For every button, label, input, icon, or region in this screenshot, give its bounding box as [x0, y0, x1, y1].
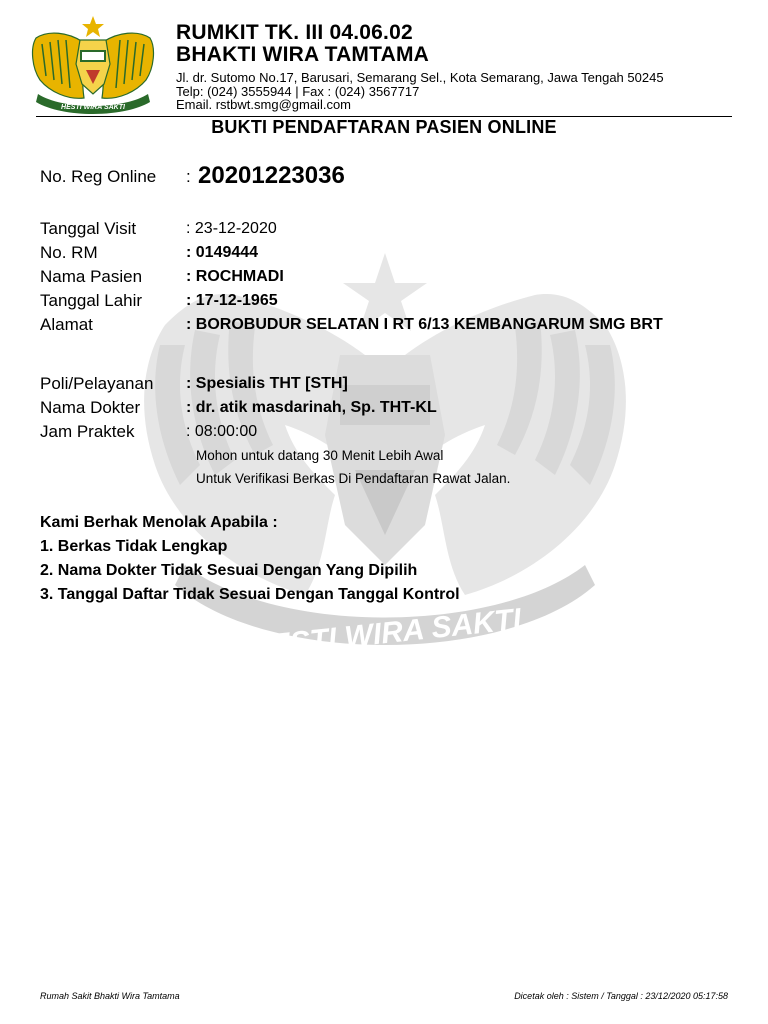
birth-date-value: : 17-12-1965: [186, 292, 278, 309]
service-value: : Spesialis THT [STH]: [186, 375, 348, 392]
patient-name-label: Nama Pasien: [40, 267, 143, 286]
address-label: Alamat: [40, 315, 93, 334]
watermark-motto: HESTI WIRA SAKTI: [246, 602, 523, 665]
rm-number-label: No. RM: [40, 243, 98, 262]
doctor-label: Nama Dokter: [40, 398, 141, 417]
patient-name-value: : ROCHMADI: [186, 268, 284, 285]
hospital-name-line1: RUMKIT TK. III 04.06.02: [176, 21, 413, 44]
practice-time-value: : 08:00:00: [186, 423, 258, 440]
hospital-address: Jl. dr. Sutomo No.17, Barusari, Semarang Sel., Kota Semarang, Jawa Tengah 50245: [176, 70, 664, 85]
service-label: Poli/Pelayanan: [40, 374, 154, 393]
doctor-value: : dr. atik masdarinah, Sp. THT-KL: [186, 399, 437, 416]
rejection-heading: Kami Berhak Menolak Apabila :: [40, 514, 278, 531]
arrival-note: Mohon untuk datang 30 Menit Lebih Awal: [196, 448, 444, 463]
rejection-item: 2. Nama Dokter Tidak Sesuai Dengan Yang Dipilih: [40, 562, 418, 579]
reg-online-label: No. Reg Online: [40, 167, 157, 186]
rm-number-value: : 0149444: [186, 244, 259, 261]
visit-date-value: : 23-12-2020: [186, 220, 277, 237]
hospital-email: Email. rstbwt.smg@gmail.com: [176, 97, 352, 112]
document-title: BUKTI PENDAFTARAN PASIEN ONLINE: [211, 117, 557, 137]
hospital-name-line2: BHAKTI WIRA TAMTAMA: [176, 43, 430, 66]
hospital-phone-fax: Telp: (024) 3555944 | Fax : (024) 3567717: [176, 84, 420, 99]
footer-hospital: Rumah Sakit Bhakti Wira Tamtama: [40, 991, 180, 1001]
footer-printed-by: Dicetak oleh : Sistem / Tanggal : 23/12/2020 05:17:58: [514, 991, 728, 1001]
verification-note: Untuk Verifikasi Berkas Di Pendaftaran Rawat Jalan.: [196, 471, 511, 486]
reg-online-colon: :: [186, 167, 191, 186]
rejection-item: 1. Berkas Tidak Lengkap: [40, 538, 228, 555]
visit-date-label: Tanggal Visit: [40, 219, 137, 238]
address-value: : BOROBUDUR SELATAN I RT 6/13 KEMBANGARUM SMG BRT: [186, 316, 663, 333]
reg-online-number: 20201223036: [198, 162, 345, 189]
rejection-item: 3. Tanggal Daftar Tidak Sesuai Dengan Tanggal Kontrol: [40, 586, 460, 603]
birth-date-label: Tanggal Lahir: [40, 291, 143, 310]
practice-time-label: Jam Praktek: [40, 422, 135, 441]
logo-motto: HESTI WIRA SAKTI: [61, 104, 125, 111]
hospital-logo: [28, 14, 158, 114]
